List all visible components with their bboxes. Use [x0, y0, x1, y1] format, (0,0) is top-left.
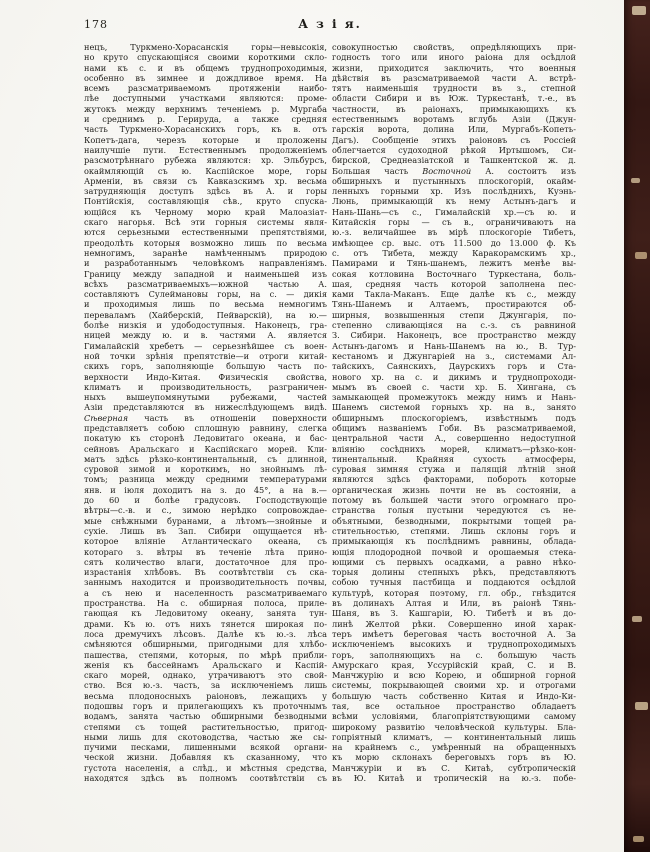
text-line: всемъ разсматриваемомъ протяженіи наибо-	[84, 83, 327, 94]
text-line: до 60 и болѣе градусовъ. Господствующіе	[84, 495, 327, 506]
text-line: но круто спускающіяся своими короткими скло-	[84, 52, 327, 63]
text-line: скаго нагорья. Всѣ эти горныя системы явля-	[84, 217, 327, 228]
text-line: ю.-з. величайшее въ мірѣ плоскогоріе Тибетъ,	[332, 227, 576, 238]
text-line: степями съ тощей растительностью, пригод-	[84, 721, 327, 732]
paper-fleck	[632, 616, 642, 622]
text-line: водамъ, занята частью обширными безводными	[84, 711, 327, 722]
text-line: сятъ количество влаги, достаточное для про-	[84, 556, 327, 567]
text-line: годность того или иного раіона для осѣдлой	[332, 52, 576, 63]
text-line: пашества, степями, которыя, по мѣрѣ прибли-	[84, 649, 327, 660]
text-line: сокая котловина Восточнаго Туркестана, боль-	[332, 268, 576, 279]
text-line: странства голыя пустыни чередуются съ не-	[332, 505, 576, 516]
text-line: ство. Вся ю.-з. часть, за исключеніемъ лишь	[84, 680, 327, 691]
text-line: теръ имѣетъ береговая часть восточной А. За	[332, 628, 576, 639]
text-line: исключеніемъ высокихъ и труднопроходимыхъ	[332, 639, 576, 650]
text-line: обширнымъ плоскогоріемъ, извѣстнымъ подъ	[332, 412, 576, 423]
text-line: с. отъ Тибета, между Каракорамскимъ хр.,	[332, 247, 576, 258]
text-line: органическая жизнь почти не въ состояніи, а	[332, 484, 576, 495]
text-line: гарскія ворота, долина Или, Мургабъ-Копеть-	[332, 124, 576, 135]
text-line: обширныхъ и пустынныхъ плоскогорій, окайм-	[332, 175, 576, 186]
text-line: ныхъ вышеупомянутыми рубежами, частей	[84, 392, 327, 403]
text-line: представляетъ собою сплошную равнину, слегка	[84, 422, 327, 433]
text-line: котораго з. вѣтры въ теченіе лѣта прино-	[84, 546, 327, 557]
text-line: нецъ, Туркмено-Хорасанскія горы—невысокія,	[84, 42, 327, 52]
text-line: Арменіи, въ связи съ Кавказскимъ хр. весьма	[84, 175, 327, 186]
text-line: Манчжурію и всю Корею, и обширной горной	[332, 670, 576, 681]
text-line: часть Туркмено-Хорасанскихъ горъ, къ в. отъ	[84, 124, 327, 135]
text-line: находятся здѣсь въ полномъ соотвѣтствіи съ	[84, 773, 327, 784]
text-line: Манчжуріи и въ С. Китаѣ, субтропическій	[332, 762, 576, 773]
text-line: ющія плодородной почвой и орошаемыя стека-	[332, 546, 576, 557]
text-line: Люнь, примыкающій къ нему Астынъ-дагъ и	[332, 196, 576, 207]
text-line: суровой зимой и короткимъ, но знойнымъ лѣ-	[84, 464, 327, 475]
text-line: примыкающія къ послѣднимъ равнины, облада-	[332, 536, 576, 547]
text-line: и проходимыя лишь по весьма немногимъ	[84, 299, 327, 310]
text-line: смѣняются обширными, пригодными для хлѣбо-	[84, 639, 327, 650]
text-line: преодолѣть которыя возможно лишь по весьма	[84, 237, 327, 248]
text-line: томъ; разница между средними температурами	[84, 474, 327, 485]
text-line: Азіи представляются въ нижеслѣдующемъ видѣ.	[84, 402, 327, 413]
paper-fleck	[633, 836, 644, 842]
text-line: культурѣ, которая поэтому, гл. обр., гнѣздится	[332, 587, 576, 598]
text-line: янв. и іюля доходитъ на з. до 45°, а на в.—	[84, 484, 327, 495]
text-line: къ морю склонахъ береговыхъ горъ въ Ю.	[332, 752, 576, 763]
text-line: Шаня, въ З. Кашгаріи, Ю. Тибетѣ и въ до-	[332, 608, 576, 619]
text-line: общимъ названіемъ Гоби. Въ разсматриваемой,	[332, 422, 576, 433]
text-line: горъ, заполняющихъ на с. большую часть	[332, 649, 576, 660]
text-line: ющійся къ Черному морю край Малоазіат-	[84, 206, 327, 217]
text-line: кестаномъ и Джунгаріей на з., системами Ал-	[332, 350, 576, 361]
text-line: облегчается судоходной рѣкой Иртышомъ, Си-	[332, 144, 576, 155]
text-line: нового хр. на с. и дикимъ и труднопроходи-	[332, 371, 576, 382]
text-line: области Сибири и въ Юж. Туркестанѣ, т.-е., въ	[332, 93, 576, 104]
text-line: ками Такла-Маканъ. Еще далѣе къ с., между	[332, 289, 576, 300]
text-line: въ долинахъ Алтая и Или, въ раіонѣ Тянь-	[332, 598, 576, 609]
paper-fleck	[631, 178, 640, 183]
text-line: центральной части А., совершенно недоступной	[332, 433, 576, 444]
text-line: и разработаннымъ человѣкомъ направленіямъ.	[84, 258, 327, 269]
paper-fleck	[632, 6, 646, 15]
text-line: объятными, безводными, покрытыми тощей ра-	[332, 515, 576, 526]
text-line: Китайскія горы — съ в., ограничиваютъ на	[332, 217, 576, 228]
text-line: болѣе низкія и удободоступныя. Наконецъ, гра-	[84, 320, 327, 331]
text-line: тинентальный. Крайняя сухость атмосферы,	[332, 453, 576, 464]
text-line: замыкающей промежутокъ между нимъ и Нань-	[332, 392, 576, 403]
text-line: Дагъ). Сообщеніе этихъ раіоновъ съ Россіей	[332, 134, 576, 145]
text-line: Тянь-Шанемъ и Алтаемъ, простираются об-	[332, 299, 576, 310]
text-line: Шанемъ системой горныхъ хр. на в., занято	[332, 402, 576, 413]
text-line: ницей между ю. и в. частями А. является	[84, 330, 327, 341]
text-line: тятъ наименьшія трудности въ з., степной	[332, 83, 576, 94]
paper-fleck	[635, 702, 648, 710]
text-line: гопріятный климатъ, — континентальный лишь	[332, 731, 576, 742]
text-line: жутокъ между верхнимъ теченіемъ р. Мургаба	[84, 103, 327, 114]
text-line: мымъ въ своей с. части хр. Б. Хингана, съ	[332, 381, 576, 392]
text-line: суровая зимняя стужа и палящій лѣтній зной	[332, 464, 576, 475]
text-line: которое вліяніе Атлантическаго океана, съ	[84, 536, 327, 547]
text-line: ной точки зрѣнія препятствіе—и отроги китай-	[84, 350, 327, 361]
text-line: Границу между западной и наименьшей изъ	[84, 268, 327, 279]
text-line: З. Сибири. Наконецъ, все пространство между	[332, 330, 576, 341]
text-line: Сѣверная часть въ отношеніи поверхности	[84, 412, 327, 423]
text-line: Понтійскія, составляющія сѣв., круто спуска-	[84, 196, 327, 207]
text-line: драми. Къ ю. отъ нихъ тянется широкая по-	[84, 618, 327, 629]
text-line: Гималайскій хребетъ — серьезнѣйшее съ воен-	[84, 340, 327, 351]
text-line: женія къ бассейнамъ Аральскаго и Каспій-	[84, 659, 327, 670]
text-line: густота населенія, а слѣд., и мѣстныя средства,	[84, 762, 327, 773]
text-line: матъ здѣсь рѣзко-континентальный, съ длинной,	[84, 453, 327, 464]
text-line: всѣми условіями, благопріятствующими самому	[332, 711, 576, 722]
text-line: имѣющее ср. выс. отъ 11.500 до 13.000 ф. Къ	[332, 237, 576, 248]
text-line: Большая часть Восточной А. состоитъ изъ	[332, 165, 576, 176]
text-line: Памирами и Тянь-шанемъ, лежитъ менѣе вы-	[332, 258, 576, 269]
text-line: лоса дремучихъ лѣсовъ. Далѣе къ ю.-з. лѣса	[84, 628, 327, 639]
text-line: частности, въ раіонахъ, примыкающихъ къ	[332, 103, 576, 114]
text-line: наилучшіе пути. Естественнымъ продолженіемъ	[84, 144, 327, 155]
text-line: совокупностью свойствъ, опредѣляющихъ при-	[332, 42, 576, 52]
text-line: Копетъ-дага, черезъ которые и проложены	[84, 134, 327, 145]
text-line: линѣ Желтой рѣки. Совершенно иной харак-	[332, 618, 576, 629]
text-line: въ Ю. Китаѣ и тропическій на ю.-з. побе-	[332, 773, 576, 784]
text-line: скаго морей, однако, утрачиваютъ это свой-	[84, 670, 327, 681]
text-line: стительностью, степями. Лишь склоны горъ и	[332, 525, 576, 536]
text-line: лѣе доступными участками являются: проме-	[84, 93, 327, 104]
text-line: Астынъ-дагомъ и Нань-Шанемъ на ю., В. Тур-	[332, 340, 576, 351]
text-line: ческой жизни. Добавляя къ сказанному, что	[84, 752, 327, 763]
text-line: большую часть собственно Китая и Индо-Ки-	[332, 690, 576, 701]
text-line: шая, средняя часть которой заполнена пес-	[332, 278, 576, 289]
text-line: естественнымъ воротамъ вглубь Азіи (Джун-	[332, 114, 576, 125]
text-line: составляютъ Сулеймановы горы, на с. — дикія	[84, 289, 327, 300]
text-line: гающая къ Ледовитому океану, занята тун-	[84, 608, 327, 619]
text-line: сухіе. Лишь въ Зап. Сибири ощущается нѣ-	[84, 525, 327, 536]
text-line: являются здѣсь факторами, побороть которые	[332, 474, 576, 485]
text-column-left	[84, 42, 327, 783]
text-line: ленныхъ горными хр. Изъ послѣднихъ, Куэнь-	[332, 186, 576, 197]
text-line: вліянію сосѣднихъ морей, климатъ—рѣзко-кон-	[332, 443, 576, 454]
book-binding-edge	[624, 0, 650, 852]
text-line: широкому развитію человѣческой культуры. Бла-	[332, 721, 576, 732]
page-number: 178	[84, 18, 108, 31]
text-line: всѣхъ разсматриваемыхъ—южной частью А.	[84, 278, 327, 289]
text-line: бирской, Среднеазіатской и Ташкентской ж. д.	[332, 155, 576, 166]
text-line: климатъ и производительность, разграничен-	[84, 381, 327, 392]
text-line: собою тучныя пастбища и поддаются осѣдлой	[332, 577, 576, 588]
text-line: ширныя, возвышенныя степи Джунгарія, по-	[332, 309, 576, 320]
text-line: жизни, приходится заключить, что военныя	[332, 62, 576, 73]
text-line: мые снѣжными буранами, а лѣтомъ—знойные и	[84, 515, 327, 526]
text-line: дѣйствія въ разсматриваемой части А. встрѣ-	[332, 72, 576, 83]
text-line: торыя долины степныхъ рѣкъ, представляютъ	[332, 567, 576, 578]
text-line: потому въ большей части этого огромнаго про-	[332, 495, 576, 506]
text-line: заннымъ находится и производительность почвы,	[84, 577, 327, 588]
text-line: переваламъ (Хайберскій, Пейварскій), на ю.—	[84, 309, 327, 320]
text-line: особенно въ зимнее и дождливое время. На	[84, 72, 327, 83]
text-line: тайскихъ, Саянскихъ, Даурскихъ горъ и Ста-	[332, 361, 576, 372]
text-line: нами къ с. и въ общемъ труднопроходимыя,	[84, 62, 327, 73]
text-line: степенно сливающіяся на с.-з. съ равниной	[332, 320, 576, 331]
text-line: пространства. На с. обширная полоса, приле-	[84, 598, 327, 609]
text-line: немногимъ, заранѣе намѣченнымъ природою	[84, 247, 327, 258]
text-line: скихъ горъ, заполняющіе большую часть по-	[84, 361, 327, 372]
text-line: на крайнемъ с., умѣренный на обращенныхъ	[332, 742, 576, 753]
text-line: разсмотрѣннаго рубежа являются: хр. Эльбурсъ,	[84, 155, 327, 166]
paper-fleck	[635, 252, 647, 259]
text-column-right	[332, 42, 576, 783]
text-line: израстанія хлѣбовъ. Въ соотвѣтствіи съ ска-	[84, 567, 327, 578]
text-line: весьма плодоносныхъ раіоновъ, лежащихъ у	[84, 690, 327, 701]
text-line: сейновъ Аральскаго и Каспійскаго морей. Кли-	[84, 443, 327, 454]
text-line: ющими съ первыхъ осадками, а равно нѣко-	[332, 556, 576, 567]
text-line: затрудняющія доступъ здѣсь въ А. и горы	[84, 186, 327, 197]
text-line: Амурскаго края, Уссурійскій край, С. и В.	[332, 659, 576, 670]
text-line: покатую къ сторонѣ Ледовитаго океана, и бас-	[84, 433, 327, 444]
text-line: ными лишь для скотоводства, частью же сы-	[84, 731, 327, 742]
text-line: тая, все остальное пространство обладаетъ	[332, 701, 576, 711]
text-line: верхности Индо-Китая. Физическія свойства,	[84, 371, 327, 382]
text-line: пучими песками, лишенными всякой органи-	[84, 742, 327, 753]
text-line: подошвы горъ и прилегающихъ къ проточнымъ	[84, 701, 327, 711]
text-line: окаймляющій съ ю. Каспійское море, горы	[84, 165, 327, 176]
text-line: ются серьезными естественными препятствіями,	[84, 227, 327, 238]
text-line: и среднимъ р. Герируда, а также средняя	[84, 114, 327, 125]
text-line: вѣтры—с.-в. и с., зимою нерѣдко сопровождае-	[84, 505, 327, 516]
text-line: системы, покрывающей своими хр. и отрогами	[332, 680, 576, 691]
page-title: А з і я.	[298, 17, 362, 31]
text-line: а съ нею и населенность разсматриваемаго	[84, 587, 327, 598]
text-line: Нань-Шань—съ с., Гималайскій хр.—съ ю. и	[332, 206, 576, 217]
